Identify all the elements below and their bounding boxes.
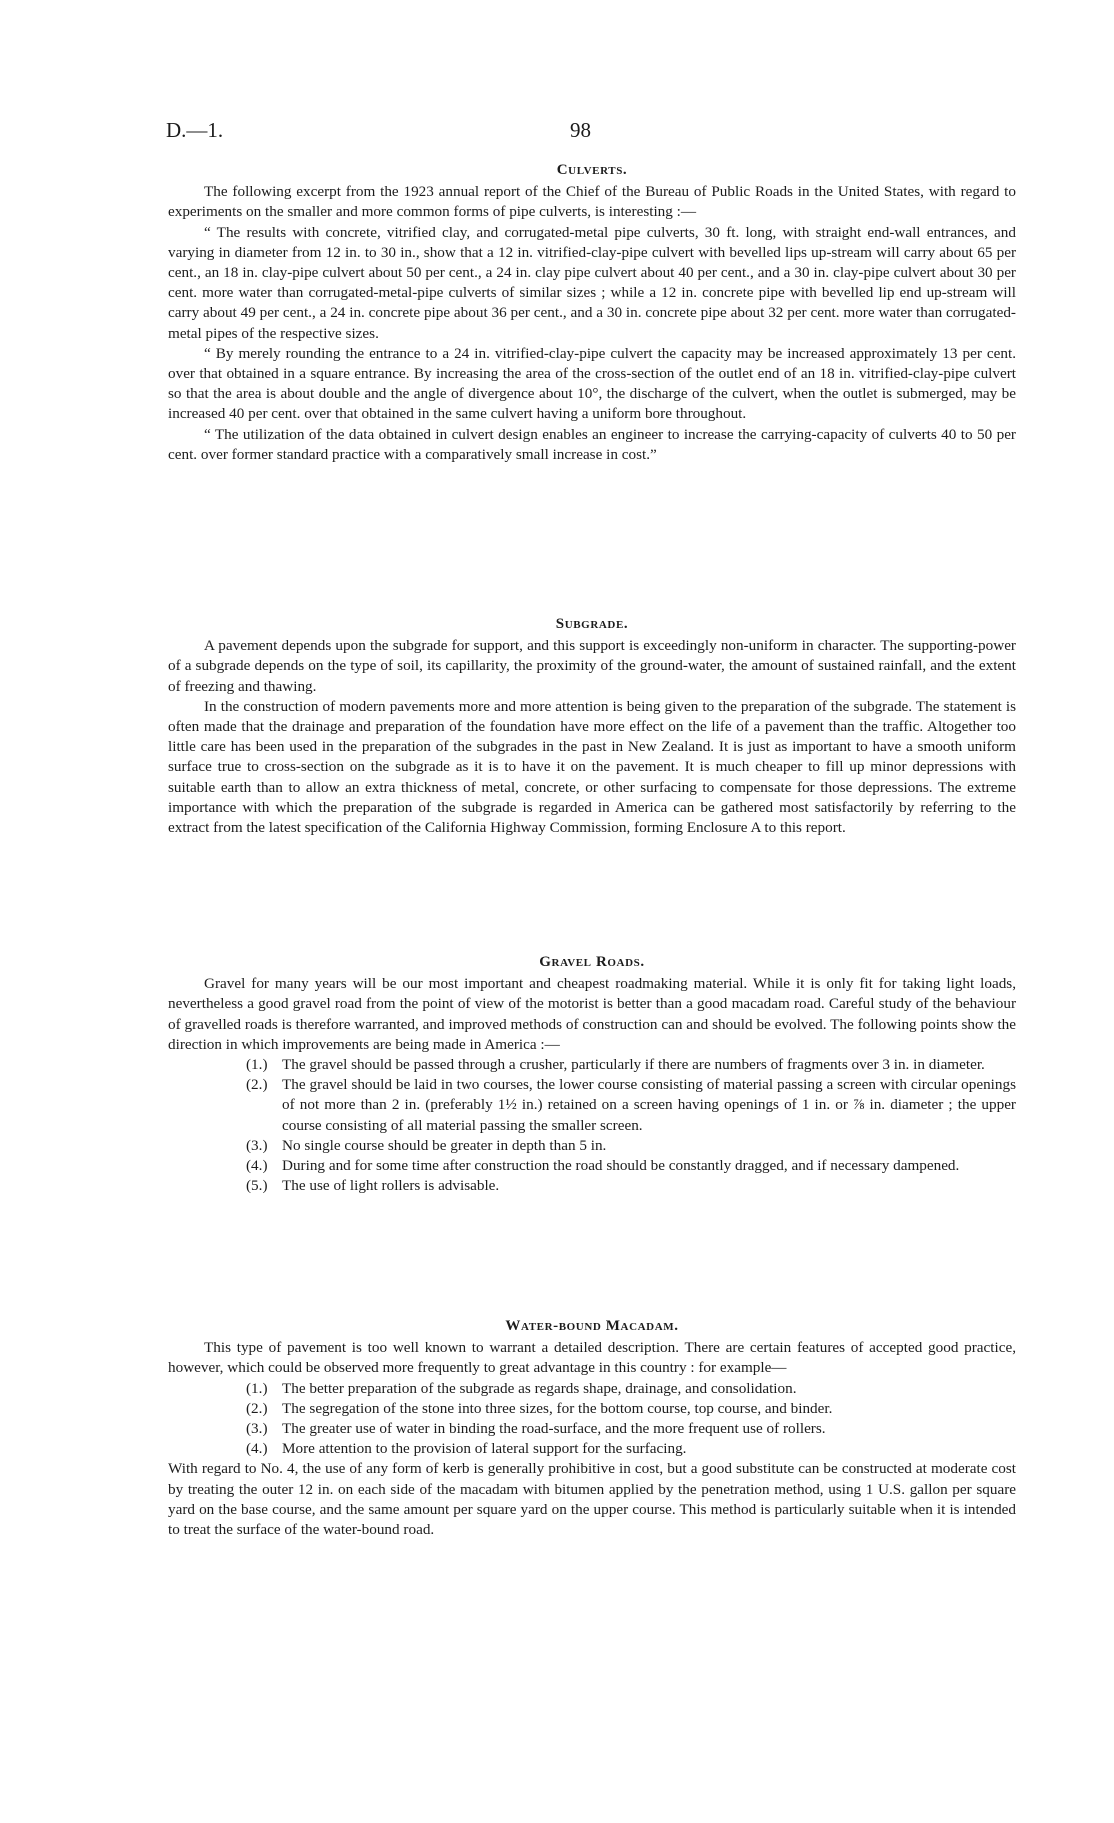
subgrade-paragraph-1: A pavement depends upon the subgrade for support, and this support is exceedingly non-uniform in character. The supporting-power of a subgrade depends on the type of soil, its capillarity, the proximity of the ground-water, the amount of sustained rainfall, and the extent of freezing and thawing.: [168, 637, 1016, 695]
heading-gravel-roads: Gravel Roads.: [539, 954, 645, 970]
culverts-intro: The following excerpt from the 1923 annual report of the Chief of the Bureau of Public Roads in the United States, with regard to experiments on the smaller and more common forms of pipe culverts, is interesting :—: [168, 183, 1016, 221]
macadam-intro: This type of pavement is too well known to warrant a detailed description. There are certain features of accepted good practice, however, which could be observed more frequently to great advantage in this country : for example—: [168, 1339, 1016, 1377]
list-item: [168, 1156, 1016, 1176]
heading-culverts: Culverts.: [556, 162, 628, 178]
culverts-quote-2: “ By merely rounding the entrance to a 24 in. vitrified-clay-pipe culvert the capacity may be increased approximately 13 per cent. over that obtained in a square entrance. By increasing the area of the cross-section of the outlet end of an 18 in. vitrified-clay-pipe culvert so that the area is about double and the angle of divergence about 10°, the discharge of the culvert, when the outlet is submerged, may be increased 40 per cent. over that obtained in the same culvert having a uniform bore throughout.: [168, 344, 1016, 423]
list-item-number: (3.): [246, 1136, 268, 1154]
list-item-number: (1.): [246, 1379, 268, 1397]
list-item-text: The gravel should be laid in two courses, the lower course consisting of material passing a screen with circular openings of not more than 2 in. (preferably 1½ in.) retained on a screen having openings of 1 in. or ⅞ in. diameter ; the upper course consisting of all material passing the smaller screen.: [282, 1076, 1016, 1134]
heading-subgrade: Subgrade.: [555, 616, 629, 632]
document-reference: D.—1.: [166, 118, 224, 142]
gravel-intro: Gravel for many years will be our most important and cheapest roadmaking material. While it is only fit for taking light loads, nevertheless a good gravel road from the point of view of the motorist is better than a good macadam road. Careful study of the behaviour of gravelled roads is therefore warranted, and improved methods of construction can and should be evolved. The following points show the direction in which improvements are being made in America :—: [168, 975, 1016, 1053]
list-item: [168, 1399, 1016, 1419]
list-item-text: More attention to the provision of lateral support for the surfacing.: [282, 1440, 687, 1458]
page-number: 98: [570, 118, 591, 142]
section-subgrade: [168, 614, 1016, 838]
list-item: [168, 1136, 1016, 1156]
list-item-text: The use of light rollers is advisable.: [282, 1177, 500, 1195]
list-item: [168, 1075, 1016, 1136]
list-item: [168, 1176, 1016, 1196]
list-item-text: The greater use of water in binding the road-surface, and the more frequent use of rollers.: [282, 1420, 826, 1438]
macadam-features-list: [168, 1379, 1016, 1460]
list-item-number: (4.): [246, 1157, 268, 1175]
list-item-text: The segregation of the stone into three sizes, for the bottom course, top course, and binder.: [282, 1399, 833, 1417]
list-item-text: The better preparation of the subgrade as regards shape, drainage, and consolidation.: [282, 1379, 797, 1397]
gravel-points-list: [168, 1055, 1016, 1196]
list-item-text: The gravel should be passed through a crusher, particularly if there are numbers of fragments over 3 in. in diameter.: [282, 1056, 985, 1074]
culverts-quote-3: “ The utilization of the data obtained in culvert design enables an engineer to increase the carrying-capacity of culverts 40 to 50 per cent. over former standard practice with a comparatively small increase in cost.”: [168, 425, 1016, 463]
section-water-bound-macadam: [168, 1316, 1016, 1540]
list-item: [168, 1439, 1016, 1459]
list-item-number: (2.): [246, 1399, 268, 1417]
list-item-text: No single course should be greater in depth than 5 in.: [282, 1136, 607, 1154]
list-item: [168, 1055, 1016, 1075]
list-item-number: (1.): [246, 1056, 268, 1074]
list-item-number: (4.): [246, 1440, 268, 1458]
list-item: [168, 1419, 1016, 1439]
list-item: [168, 1379, 1016, 1399]
list-item-number: (3.): [246, 1420, 268, 1438]
heading-water-bound-macadam: Water-bound Macadam.: [505, 1318, 679, 1334]
subgrade-paragraph-2: In the construction of modern pavements more and more attention is being given to the preparation of the subgrade. The statement is often made that the drainage and preparation of the foundation have more effect on the life of a pavement than the traffic. Altogether too little care has been used in the preparation of the subgrades in the past in New Zealand. It is just as important to have a smooth uniform surface true to cross-section on the subgrade as it is to have it on the pavement. It is much cheaper to fill up minor depressions with suitable earth than to allow an extra thickness of metal, concrete, or other surfacing to compensate for those depressions. The extreme importance with which the preparation of the subgrade is regarded in America can be gathered most satisfactorily by referring to the extract from the latest specification of the California Highway Commission, forming Enclosure A to this report.: [168, 697, 1016, 837]
list-item-number: (5.): [246, 1177, 268, 1195]
section-gravel-roads: [168, 952, 1016, 1196]
list-item-number: (2.): [246, 1076, 268, 1094]
list-item-text: During and for some time after construction the road should be constantly dragged, and if necessary dampened.: [282, 1157, 960, 1175]
section-culverts: [168, 160, 1016, 465]
culverts-quote-1: “ The results with concrete, vitrified clay, and corrugated-metal pipe culverts, 30 ft. long, with straight end-wall entrances, and varying in diameter from 12 in. to 30 in., show that a 12 in. vitrified-clay-pipe culvert with bevelled lips up-stream will carry about 65 per cent., an 18 in. clay-pipe culvert about 50 per cent., a 24 in. clay pipe culvert about 40 per cent., and a 30 in. clay-pipe culvert about 30 per cent. more water than corrugated-metal-pipe culverts of similar sizes ; while a 12 in. concrete pipe with bevelled lip end up-stream will carry about 49 per cent., a 24 in. concrete pipe about 36 per cent., and a 30 in. concrete pipe about 32 per cent. more water than corrugated-metal pipes of the respective sizes.: [168, 223, 1016, 342]
macadam-closing: With regard to No. 4, the use of any form of kerb is generally prohibitive in cost, but a good substitute can be constructed at moderate cost by treating the outer 12 in. on each side of the macadam with bitumen applied by the penetration method, using 1 U.S. gallon per square yard on the base course, and the same amount per square yard on the upper course. This method is particularly suitable when it is intended to treat the surface of the water-bound road.: [168, 1460, 1016, 1539]
